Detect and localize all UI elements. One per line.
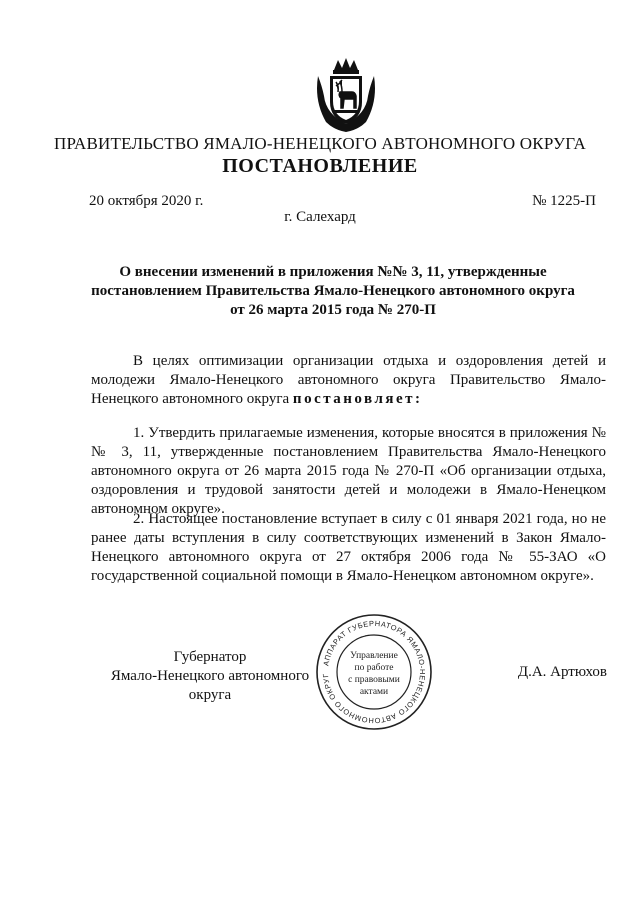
item-1-paragraph: 1. Утвердить прилагаемые изменения, которые вносятся в приложения №№ 3, 11, утвержденные постановлением Правительства Ямало-Ненецкого автономного округа от 26 марта 2015 года № 270-П «Об организации отдыха, оздоровления и трудовой занятости детей и молодежи в Ямало-Ненецком автономном округе». <box>91 425 606 517</box>
preamble-text: В целях оптимизации организации отдыха и оздоровления детей и молодежи Ямало-Ненецкого автономного округа Правительство Ямало-Ненецкого автономного округа <box>91 353 606 407</box>
svg-text:по работе: по работе <box>354 663 394 673</box>
government-title: ПРАВИТЕЛЬСТВО ЯМАЛО-НЕНЕЦКОГО АВТОНОМНОГО ОКРУГА <box>54 134 586 153</box>
subject-line: постановлением Правительства Ямало-Ненецкого автономного округа <box>91 283 575 299</box>
subject-line: от 26 марта 2015 года № 270-П <box>230 302 436 318</box>
position-line: Губернатор <box>173 649 247 665</box>
document-city: г. Салехард <box>284 209 356 225</box>
coat-of-arms-icon <box>312 56 380 134</box>
subject-line: О внесении изменений в приложения №№ 3, 11, утвержденные <box>119 264 547 280</box>
svg-text:актами: актами <box>359 687 389 697</box>
official-stamp <box>314 612 434 732</box>
document-number: № 1225-П <box>532 193 596 209</box>
preamble-paragraph <box>91 352 606 409</box>
signatory-position <box>90 648 330 705</box>
svg-text:Управление: Управление <box>350 651 398 661</box>
document-subject <box>90 263 576 320</box>
decree-word: постановляет: <box>292 391 423 407</box>
signatory-name: Д.А. Артюхов <box>517 664 607 680</box>
position-line: Ямало-Ненецкого автономного округа <box>110 668 310 703</box>
document-type: ПОСТАНОВЛЕНИЕ <box>222 155 418 177</box>
svg-text:АППАРАТ ГУБЕРНАТОРА ЯМАЛО-НЕНЕ: АППАРАТ ГУБЕРНАТОРА ЯМАЛО-НЕНЕЦКОГО АВТОНОМНОГО ОКРУГ <box>320 618 428 726</box>
item-2-paragraph: 2. Настоящее постановление вступает в силу с 01 января 2021 года, но не ранее даты вступления в силу соответствующих изменений в Закон Ямало-Ненецкого автономного округа от 27 октября 2006 года № 55-ЗАО «О государственной социальной помощи в Ямало-Ненецком автономном округе». <box>91 511 606 584</box>
document-date: 20 октября 2020 г. <box>89 193 204 209</box>
svg-text:с правовыми: с правовыми <box>348 675 400 685</box>
